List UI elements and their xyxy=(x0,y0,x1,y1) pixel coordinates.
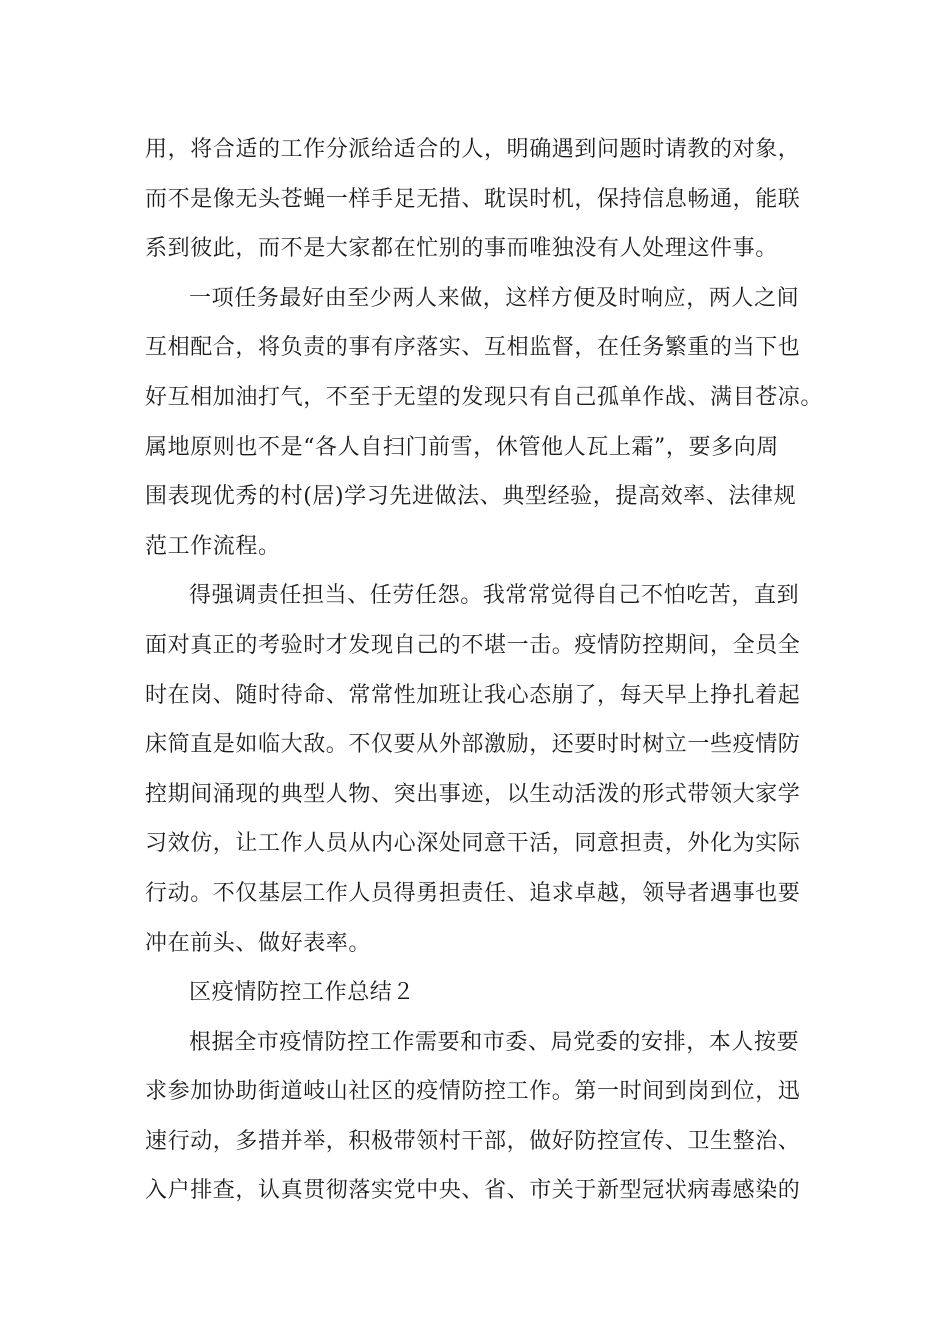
text-line: 根据全市疫情防控工作需要和市委、局党委的安排，本人按要 xyxy=(189,1029,800,1055)
text-line: 范工作流程。 xyxy=(145,533,281,559)
text-line: 区疫情防控工作总结２ xyxy=(189,980,416,1006)
text-line: 速行动，多措并举，积极带领村干部，做好防控宣传、卫生整治、 xyxy=(145,1128,801,1154)
text-line: 控期间涌现的典型人物、突出事迹，以生动活泼的形式带领大家学 xyxy=(145,781,801,807)
text-line: 求参加协助街道岐山社区的疫情防控工作。第一时间到岗到位，迅 xyxy=(145,1079,801,1105)
text-line: 好互相加油打气，不至于无望的发现只有自己孤单作战、满目苍凉。 xyxy=(145,384,824,410)
text-line: 冲在前头、做好表率。 xyxy=(145,930,372,956)
text-line: 床简直是如临大敌。不仅要从外部激励，还要时时树立一些疫情防 xyxy=(145,732,801,758)
text-line: 互相配合，将负责的事有序落实、互相监督，在任务繁重的当下也 xyxy=(145,335,801,361)
text-line: 属地原则也不是“各人自扫门前雪，休管他人瓦上霜”，要多向周 xyxy=(145,434,779,460)
text-line: 入户排查，认真贯彻落实党中央、省、市关于新型冠状病毒感染的 xyxy=(145,1178,801,1204)
document-body xyxy=(145,125,825,1216)
text-line: 一项任务最好由至少两人来做，这样方便及时响应，两人之间 xyxy=(189,285,800,311)
text-line: 得强调责任担当、任劳任怨。我常常觉得自己不怕吃苦，直到 xyxy=(189,583,800,609)
text-line: 时在岗、随时待命、常常性加班让我心态崩了，每天早上挣扎着起 xyxy=(145,682,801,708)
text-line: 面对真正的考验时才发现自己的不堪一击。疫情防控期间，全员全 xyxy=(145,632,801,658)
text-line: 系到彼此，而不是大家都在忙别的事而唯独没有人处理这件事。 xyxy=(145,236,778,262)
text-line: 而不是像无头苍蝇一样手足无措、耽误时机，保持信息畅通，能联 xyxy=(145,186,801,212)
text-line: 用，将合适的工作分派给适合的人，明确遇到问题时请教的对象， xyxy=(145,137,801,162)
text-line: 行动。不仅基层工作人员得勇担责任、追求卓越，领导者遇事也要 xyxy=(145,880,801,906)
text-line: 习效仿，让工作人员从内心深处同意干活，同意担责，外化为实际 xyxy=(145,831,801,857)
text-line: 围表现优秀的村(居)学习先进做法、典型经验，提高效率、法律规 xyxy=(145,484,797,510)
